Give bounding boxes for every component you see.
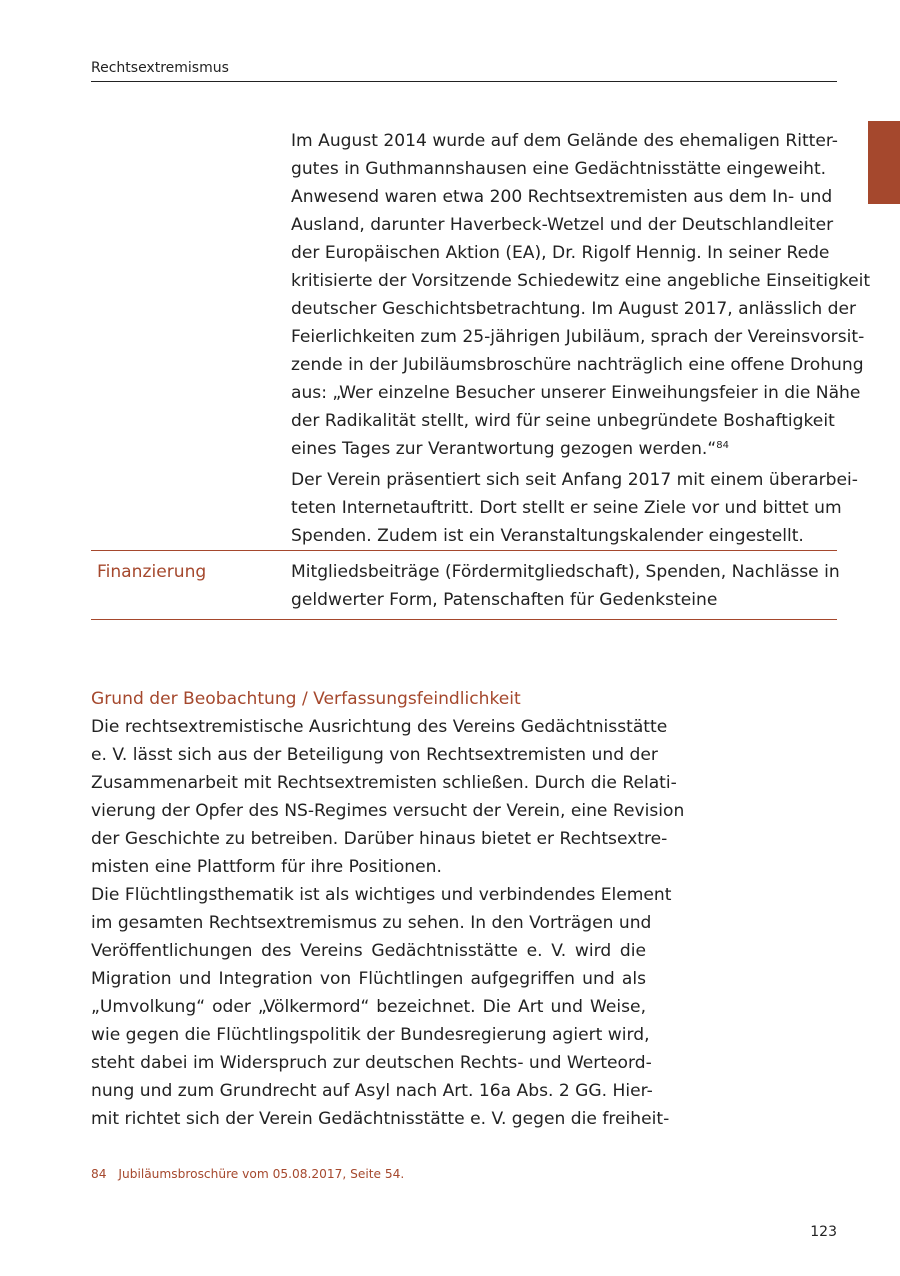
text-line: deutscher Geschichtsbetrachtung. Im August 2017, anlässlich der xyxy=(291,299,857,319)
footnote-number: 84 xyxy=(91,1167,107,1181)
financing-value xyxy=(291,558,840,614)
text-line: nung und zum Grundrecht auf Asyl nach Art. 16a Abs. 2 GG. Hier- xyxy=(91,1081,653,1101)
text-line: der Geschichte zu betreiben. Darüber hinaus bietet er Rechtsextre- xyxy=(91,829,668,849)
text-line: der Radikalität stellt, wird für seine unbegründete Boshaftigkeit xyxy=(291,411,835,431)
text-line: misten eine Plattform für ihre Positionen. xyxy=(91,857,442,877)
footnote-reference[interactable]: 84 xyxy=(716,440,729,451)
chapter-tab-marker xyxy=(868,121,900,204)
text-line: vierung der Opfer des NS-Regimes versucht der Verein, eine Revision xyxy=(91,801,685,821)
page-number: 123 xyxy=(810,1224,837,1240)
table-bottom-rule xyxy=(91,619,837,620)
text-line: geldwerter Form, Patenschaften für Gedenksteine xyxy=(291,590,718,610)
text-line: kritisierte der Vorsitzende Schiedewitz eine angebliche Einseitigkeit xyxy=(291,271,871,291)
section-heading: Grund der Beobachtung / Verfassungsfeindlichkeit xyxy=(91,689,521,709)
table-row-divider xyxy=(91,550,837,551)
text-line: Spenden. Zudem ist ein Veranstaltungskalender eingestellt. xyxy=(291,526,804,546)
text-line: aus: „Wer einzelne Besucher unserer Einweihungsfeier in die Nähe xyxy=(291,383,861,403)
text-line: Anwesend waren etwa 200 Rechtsextremisten aus dem In- und xyxy=(291,187,833,207)
text-line: zende in der Jubiläumsbroschüre nachträglich eine offene Drohung xyxy=(291,355,864,375)
text-line: e. V. lässt sich aus der Beteiligung von Rechtsextremisten und der xyxy=(91,745,658,765)
footnote-text: Jubiläumsbroschüre vom 05.08.2017, Seite 54. xyxy=(118,1167,405,1181)
text-line: im gesamten Rechtsextremismus zu sehen. In den Vorträgen und xyxy=(91,913,652,933)
text-line: Migration und Integration von Flüchtlingen aufgegriffen und als xyxy=(91,969,646,989)
running-header: Rechtsextremismus xyxy=(91,60,229,76)
text-line: Die rechtsextremistische Ausrichtung des Vereins Gedächtnisstätte xyxy=(91,717,668,737)
footnote xyxy=(91,1165,404,1183)
text-line: Ausland, darunter Haverbeck-Wetzel und der Deutschlandleiter xyxy=(291,215,834,235)
financing-label: Finanzierung xyxy=(97,562,207,582)
text-line: der Europäischen Aktion (EA), Dr. Rigolf Hennig. In seiner Rede xyxy=(291,243,830,263)
text-line: Der Verein präsentiert sich seit Anfang 2017 mit einem überarbei- xyxy=(291,470,858,490)
section-body xyxy=(91,713,685,1133)
text-line: Die Flüchtlingsthematik ist als wichtiges und verbindendes Element xyxy=(91,885,672,905)
header-rule xyxy=(91,81,837,82)
text-line: steht dabei im Widerspruch zur deutschen Rechts- und Werteord- xyxy=(91,1053,652,1073)
text-line: teten Internetauftritt. Dort stellt er seine Ziele vor und bittet um xyxy=(291,498,842,518)
text-line: Zusammenarbeit mit Rechtsextremisten schließen. Durch die Relati- xyxy=(91,773,677,793)
description-cell xyxy=(291,127,871,550)
text-line: Mitgliedsbeiträge (Fördermitgliedschaft), Spenden, Nachlässe in xyxy=(291,562,840,582)
text-line: eines Tages zur Verantwortung gezogen werden.“ xyxy=(291,439,717,459)
text-line: mit richtet sich der Verein Gedächtnisstätte e. V. gegen die freiheit- xyxy=(91,1109,670,1129)
text-line: wie gegen die Flüchtlingspolitik der Bundesregierung agiert wird, xyxy=(91,1025,650,1045)
text-line: gutes in Guthmannshausen eine Gedächtnisstätte eingeweiht. xyxy=(291,159,827,179)
text-line: Feierlichkeiten zum 25-jährigen Jubiläum, sprach der Vereinsvorsit- xyxy=(291,327,865,347)
text-line: Veröffentlichungen des Vereins Gedächtnisstätte e. V. wird die xyxy=(91,941,646,961)
text-line: Im August 2014 wurde auf dem Gelände des ehemaligen Ritter- xyxy=(291,131,838,151)
text-line: „Umvolkung“ oder „Völkermord“ bezeichnet. Die Art und Weise, xyxy=(91,997,646,1017)
text-line-with-footnote xyxy=(291,435,837,466)
